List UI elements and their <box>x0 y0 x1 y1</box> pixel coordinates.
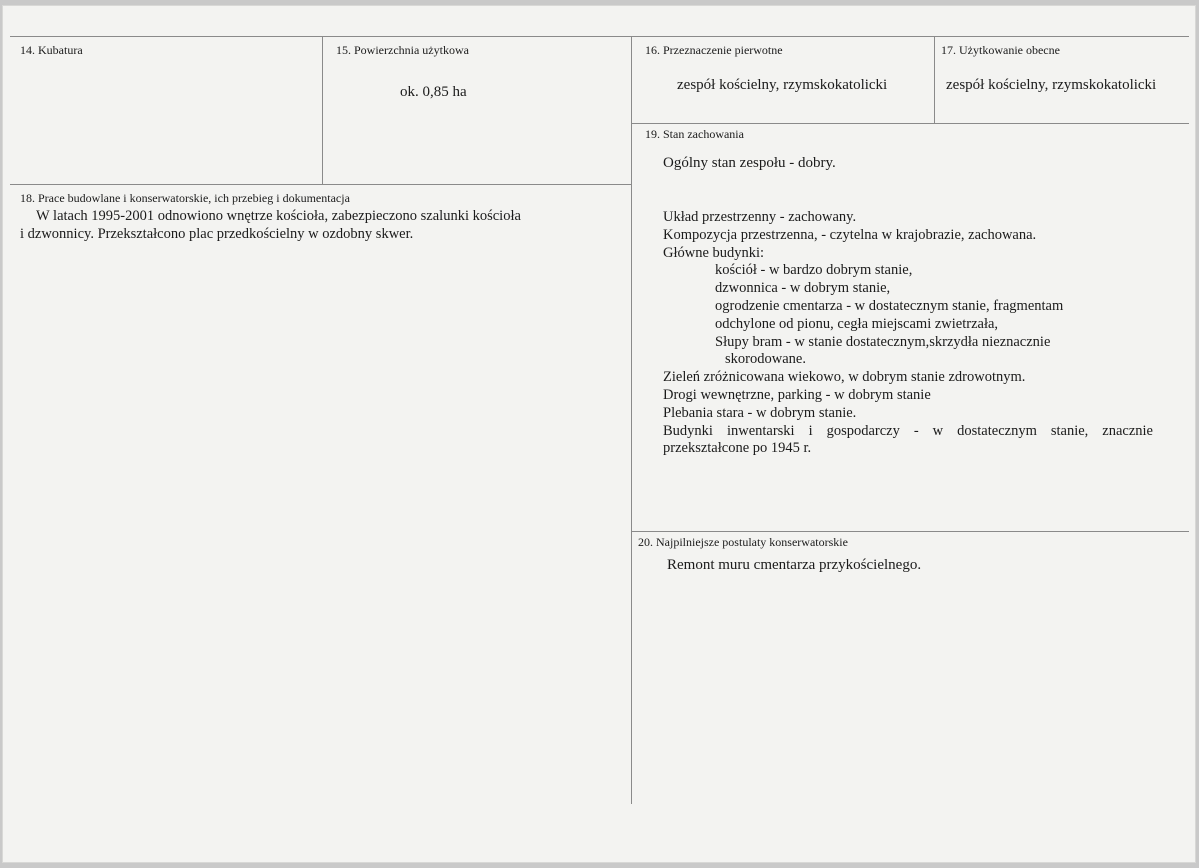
stan-line: skorodowane. <box>725 351 806 368</box>
przeznaczenie-value: zespół kościelny, rzymskokatolicki <box>677 77 888 93</box>
powierzchnia-value: ok. 0,85 ha <box>400 84 467 100</box>
rule-above-20 <box>631 531 1189 532</box>
postulaty-value: Remont muru cmentarza przykościelnego. <box>667 557 922 573</box>
prace-text <box>20 208 521 244</box>
stan-label: 19. Stan zachowania <box>645 127 744 141</box>
top-rule <box>10 36 1189 37</box>
stan-general: Ogólny stan zespołu - dobry. <box>663 155 836 171</box>
rule-under-16-17 <box>631 123 1189 124</box>
divider-14-15 <box>322 36 323 184</box>
stan-details <box>663 209 1153 458</box>
stan-line: odchylone od pionu, cegła miejscami zwietrzała, <box>715 315 999 332</box>
uzytkowanie-label: 17. Użytkowanie obecne <box>941 43 1060 57</box>
stan-line: Plebania stara - w dobrym stanie. <box>663 404 857 421</box>
center-divider <box>631 36 632 804</box>
stan-line: Kompozycja przestrzenna, - czytelna w krajobrazie, zachowana. <box>663 226 1037 243</box>
stan-line: Układ przestrzenny - zachowany. <box>663 209 857 225</box>
rule-above-18 <box>10 184 632 185</box>
stan-line: dzwonnica - w dobrym stanie, <box>715 280 891 297</box>
stan-line: Słupy bram - w stanie dostatecznym,skrzydła nieznacznie <box>715 333 1051 350</box>
postulaty-label: 20. Najpilniejsze postulaty konserwatorskie <box>638 535 848 549</box>
kubatura-label: 14. Kubatura <box>20 43 83 57</box>
powierzchnia-label: 15. Powierzchnia użytkowa <box>336 43 469 57</box>
uzytkowanie-value: zespół kościelny, rzymskokatolicki <box>946 77 1157 93</box>
prace-line: W latach 1995-2001 odnowiono wnętrze kościoła, zabezpieczono szalunki kościoła <box>36 208 521 224</box>
stan-line: kościół - w bardzo dobrym stanie, <box>715 262 913 279</box>
stan-line: Budynki inwentarski i gospodarczy - w dostatecznym stanie, znacznie przekształcone po 1945 r. <box>663 422 1153 457</box>
divider-16-17 <box>934 36 935 124</box>
prace-label: 18. Prace budowlane i konserwatorskie, ich przebieg i dokumentacja <box>20 191 350 205</box>
stan-line: Zieleń zróżnicowana wiekowo, w dobrym stanie zdrowotnym. <box>663 369 1026 386</box>
stan-line: ogrodzenie cmentarza - w dostatecznym stanie, fragmentam <box>715 297 1064 314</box>
stan-line: Główne budynki: <box>663 244 765 261</box>
przeznaczenie-label: 16. Przeznaczenie pierwotne <box>645 43 783 57</box>
stan-line: Drogi wewnętrzne, parking - w dobrym stanie <box>663 386 931 403</box>
prace-line: i dzwonnicy. Przekształcono plac przedkościelny w ozdobny skwer. <box>20 225 414 242</box>
